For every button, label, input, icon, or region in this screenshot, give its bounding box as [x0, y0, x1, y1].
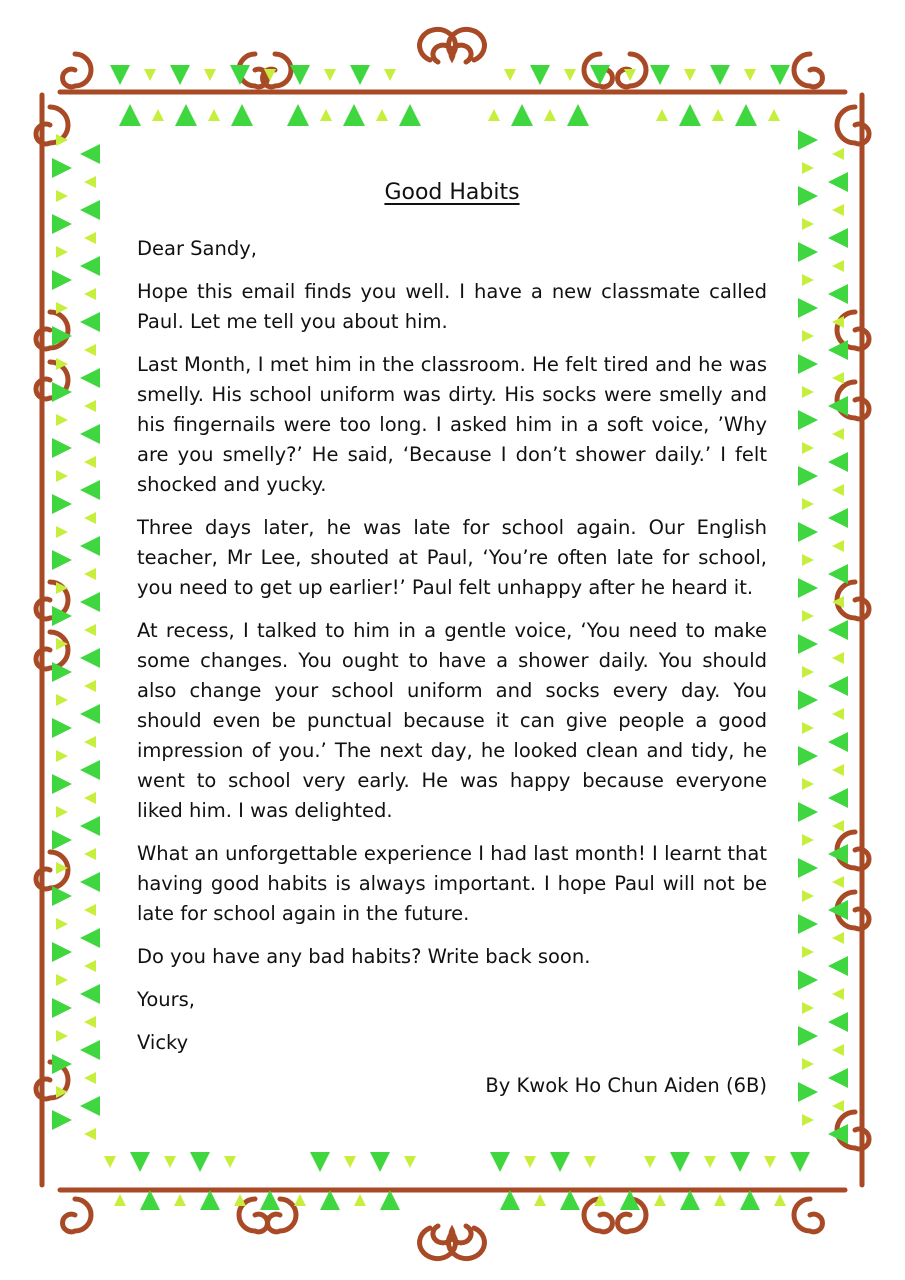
triangle-decoration [490, 1152, 510, 1172]
triangle-decoration [768, 109, 780, 121]
triangle-decoration [530, 65, 550, 85]
triangle-decoration [80, 1096, 100, 1116]
triangle-decoration [320, 109, 332, 121]
triangle-decoration [798, 522, 818, 542]
triangle-decoration [832, 372, 844, 384]
triangle-decoration [654, 1194, 666, 1206]
triangle-decoration [80, 760, 100, 780]
triangle-decoration [384, 69, 396, 81]
triangle-decoration [680, 1190, 700, 1210]
triangle-decoration [832, 204, 844, 216]
triangle-decoration [802, 554, 814, 566]
triangle-decoration [208, 109, 220, 121]
triangle-decoration [80, 592, 100, 612]
triangle-decoration [802, 722, 814, 734]
triangle-decoration [144, 69, 156, 81]
triangle-decoration [164, 1156, 176, 1168]
triangle-decoration [828, 564, 848, 584]
triangle-decoration [170, 65, 190, 85]
triangle-decoration [80, 256, 100, 276]
triangle-decoration [52, 830, 72, 850]
author-byline: By Kwok Ho Chun Aiden (6B) [485, 1074, 767, 1097]
triangle-decoration [832, 820, 844, 832]
triangle-decoration [798, 802, 818, 822]
greeting: Dear Sandy, [137, 237, 257, 260]
triangle-decoration [828, 452, 848, 472]
closing: Yours, [137, 988, 195, 1011]
triangle-decoration [828, 172, 848, 192]
triangle-decoration [832, 540, 844, 552]
triangle-decoration [80, 1040, 100, 1060]
triangle-decoration [294, 1194, 306, 1206]
triangle-decoration [524, 1156, 536, 1168]
triangle-decoration [380, 1190, 400, 1210]
triangle-decoration [84, 456, 96, 468]
paragraph: Last Month, I met him in the classroom. He felt tired and he was smelly. His school uniform was dirty. His socks were smelly and his fingernails were too long. I asked him in a soft voice, ’Why are you smelly?’ He said, ‘Because I don’t shower daily.’ I felt shocked and yucky. [137, 353, 767, 496]
triangle-decoration [84, 680, 96, 692]
triangle-decoration [80, 200, 100, 220]
paragraph: What an unforgettable experience I had last month! I learnt that having good habits is always important. I hope Paul will not be late for school again in the future. [137, 842, 767, 925]
triangle-decoration [500, 1190, 520, 1210]
triangle-decoration [832, 484, 844, 496]
triangle-decoration [798, 354, 818, 374]
triangle-decoration [798, 466, 818, 486]
triangle-decoration [320, 1190, 340, 1210]
triangle-decoration [52, 494, 72, 514]
triangle-decoration [114, 1194, 126, 1206]
triangle-decoration [52, 774, 72, 794]
triangle-decoration [828, 1012, 848, 1032]
triangle-decoration [140, 1190, 160, 1210]
triangle-decoration [80, 704, 100, 724]
heart-knot [420, 29, 485, 62]
triangle-decoration [798, 858, 818, 878]
triangle-decoration [832, 876, 844, 888]
triangle-decoration [52, 606, 72, 626]
triangle-decoration [710, 65, 730, 85]
triangle-decoration [84, 904, 96, 916]
triangle-decoration [52, 998, 72, 1018]
triangle-decoration [84, 232, 96, 244]
triangle-decoration [344, 1156, 356, 1168]
swirl [63, 1199, 91, 1232]
triangle-decoration [84, 960, 96, 972]
triangle-decoration [704, 1156, 716, 1168]
triangle-decoration [56, 470, 68, 482]
triangle-decoration [130, 1152, 150, 1172]
triangle-decoration [679, 104, 701, 126]
triangle-decoration [790, 1152, 810, 1172]
swirl [794, 1199, 822, 1232]
triangle-decoration [828, 340, 848, 360]
triangle-decoration [832, 652, 844, 664]
triangle-decoration [175, 104, 197, 126]
triangle-decoration [798, 690, 818, 710]
triangle-decoration [544, 109, 556, 121]
letter [137, 178, 767, 1121]
triangle-decoration [802, 1002, 814, 1014]
triangle-decoration [174, 1194, 186, 1206]
triangle-decoration [712, 109, 724, 121]
triangle-decoration [802, 666, 814, 678]
triangle-decoration [828, 676, 848, 696]
triangle-decoration [80, 368, 100, 388]
triangle-decoration [730, 1152, 750, 1172]
triangle-decoration [798, 914, 818, 934]
triangle-decoration [350, 65, 370, 85]
triangle-decoration [828, 1068, 848, 1088]
triangle-decoration [84, 624, 96, 636]
triangle-decoration [324, 69, 336, 81]
triangle-decoration [56, 694, 68, 706]
triangle-decoration [828, 228, 848, 248]
triangle-decoration [828, 956, 848, 976]
triangle-decoration [52, 438, 72, 458]
triangle-decoration [56, 526, 68, 538]
triangle-decoration [802, 218, 814, 230]
triangle-decoration [290, 65, 310, 85]
heart-knot [420, 1226, 485, 1259]
triangle-decoration [744, 69, 756, 81]
paragraph: Three days later, he was late for school again. Our English teacher, Mr Lee, shouted at Paul, ‘You’re often late for school, you need to get up earlier!’ Paul felt unhappy after he heard it. [137, 516, 767, 599]
triangle-decoration [832, 148, 844, 160]
triangle-decoration [802, 946, 814, 958]
triangle-decoration [52, 550, 72, 570]
triangle-decoration [56, 302, 68, 314]
triangle-decoration [832, 260, 844, 272]
triangle-decoration [84, 344, 96, 356]
triangle-decoration [52, 718, 72, 738]
triangle-decoration [802, 834, 814, 846]
triangle-decoration [560, 1190, 580, 1210]
triangle-decoration [684, 69, 696, 81]
triangle-decoration [832, 1100, 844, 1112]
triangle-decoration [774, 1194, 786, 1206]
triangle-decoration [584, 1156, 596, 1168]
triangle-decoration [798, 634, 818, 654]
triangle-decoration [644, 1156, 656, 1168]
triangle-decoration [52, 886, 72, 906]
triangle-decoration [798, 186, 818, 206]
triangle-decoration [740, 1190, 760, 1210]
triangle-decoration [550, 1152, 570, 1172]
triangle-decoration [798, 242, 818, 262]
triangle-decoration [84, 848, 96, 860]
triangle-decoration [84, 568, 96, 580]
triangle-decoration [56, 246, 68, 258]
triangle-decoration [802, 386, 814, 398]
triangle-decoration [798, 410, 818, 430]
signature: Vicky [137, 1031, 189, 1054]
triangle-decoration [56, 974, 68, 986]
triangle-decoration [802, 498, 814, 510]
triangle-decoration [224, 1156, 236, 1168]
triangle-decoration [832, 428, 844, 440]
triangle-decoration [84, 1072, 96, 1084]
triangle-decoration [84, 1016, 96, 1028]
triangle-decoration [802, 442, 814, 454]
triangle-decoration [80, 536, 100, 556]
triangle-decoration [56, 190, 68, 202]
paragraph: Do you have any bad habits? Write back soon. [137, 945, 591, 968]
triangle-decoration [84, 736, 96, 748]
triangle-decoration [190, 1152, 210, 1172]
triangle-decoration [832, 708, 844, 720]
triangle-decoration [80, 144, 100, 164]
triangle-decoration [798, 746, 818, 766]
triangle-decoration [798, 578, 818, 598]
triangle-decoration [104, 1156, 116, 1168]
triangle-decoration [84, 288, 96, 300]
triangle-decoration [84, 176, 96, 188]
triangle-decoration [802, 274, 814, 286]
triangle-decoration [798, 970, 818, 990]
triangle-decoration [56, 414, 68, 426]
triangle-decoration [798, 1082, 818, 1102]
triangle-decoration [52, 270, 72, 290]
triangle-decoration [80, 648, 100, 668]
triangle-decoration [80, 480, 100, 500]
triangle-decoration [52, 1054, 72, 1074]
triangle-decoration [152, 109, 164, 121]
triangle-decoration [399, 104, 421, 126]
triangle-decoration [764, 1156, 776, 1168]
triangle-decoration [488, 109, 500, 121]
triangle-decoration [802, 162, 814, 174]
triangle-decoration [828, 508, 848, 528]
swirl [63, 54, 91, 87]
triangle-decoration [828, 788, 848, 808]
triangle-decoration [204, 69, 216, 81]
triangle-decoration [84, 1128, 96, 1140]
triangle-decoration [52, 214, 72, 234]
paragraph: Hope this email finds you well. I have a new classmate called Paul. Let me tell you about him. [137, 280, 767, 333]
triangle-decoration [802, 610, 814, 622]
triangle-decoration [80, 872, 100, 892]
triangle-decoration [504, 69, 516, 81]
triangle-decoration [567, 104, 589, 126]
triangle-decoration [828, 620, 848, 640]
paragraph: At recess, I talked to him in a gentle voice, ‘You need to make some changes. You ought to have a shower daily. You should also change your school uniform and socks every day. You should even be punctual because it can give people a good impression of you.’ The next day, he looked clean and tidy, he went to school very early. He was happy because everyone liked him. I was delighted. [137, 619, 767, 822]
triangle-decoration [798, 298, 818, 318]
triangle-decoration [650, 65, 670, 85]
triangle-decoration [802, 1058, 814, 1070]
triangle-decoration [52, 942, 72, 962]
triangle-decoration [564, 69, 576, 81]
triangle-decoration [200, 1190, 220, 1210]
triangle-decoration [260, 1190, 280, 1210]
triangle-decoration [287, 104, 309, 126]
triangle-decoration [802, 890, 814, 902]
triangle-decoration [310, 1152, 330, 1172]
triangle-decoration [84, 792, 96, 804]
triangle-decoration [832, 932, 844, 944]
triangle-decoration [80, 424, 100, 444]
triangle-decoration [80, 816, 100, 836]
triangle-decoration [802, 330, 814, 342]
triangle-decoration [231, 104, 253, 126]
triangle-decoration [832, 1044, 844, 1056]
triangle-decoration [343, 104, 365, 126]
triangle-decoration [52, 1110, 72, 1130]
triangle-decoration [770, 65, 790, 85]
triangle-decoration [52, 158, 72, 178]
letter-title: Good Habits [384, 180, 520, 205]
triangle-decoration [370, 1152, 390, 1172]
triangle-decoration [511, 104, 533, 126]
triangle-decoration [80, 312, 100, 332]
swirl [794, 54, 822, 87]
triangle-decoration [354, 1194, 366, 1206]
triangle-decoration [670, 1152, 690, 1172]
triangle-decoration [119, 104, 141, 126]
triangle-decoration [798, 1026, 818, 1046]
triangle-decoration [828, 732, 848, 752]
triangle-decoration [84, 512, 96, 524]
triangle-decoration [80, 984, 100, 1004]
triangle-decoration [798, 130, 818, 150]
triangle-decoration [80, 928, 100, 948]
triangle-decoration [376, 109, 388, 121]
triangle-decoration [56, 806, 68, 818]
triangle-decoration [802, 1114, 814, 1126]
triangle-decoration [110, 65, 130, 85]
triangle-decoration [832, 764, 844, 776]
triangle-decoration [832, 988, 844, 1000]
triangle-decoration [84, 400, 96, 412]
triangle-decoration [534, 1194, 546, 1206]
triangle-decoration [404, 1156, 416, 1168]
triangle-decoration [656, 109, 668, 121]
triangle-decoration [735, 104, 757, 126]
triangle-decoration [802, 778, 814, 790]
triangle-decoration [624, 69, 636, 81]
triangle-decoration [56, 750, 68, 762]
triangle-decoration [714, 1194, 726, 1206]
triangle-decoration [828, 284, 848, 304]
triangle-decoration [56, 918, 68, 930]
triangle-decoration [56, 1030, 68, 1042]
